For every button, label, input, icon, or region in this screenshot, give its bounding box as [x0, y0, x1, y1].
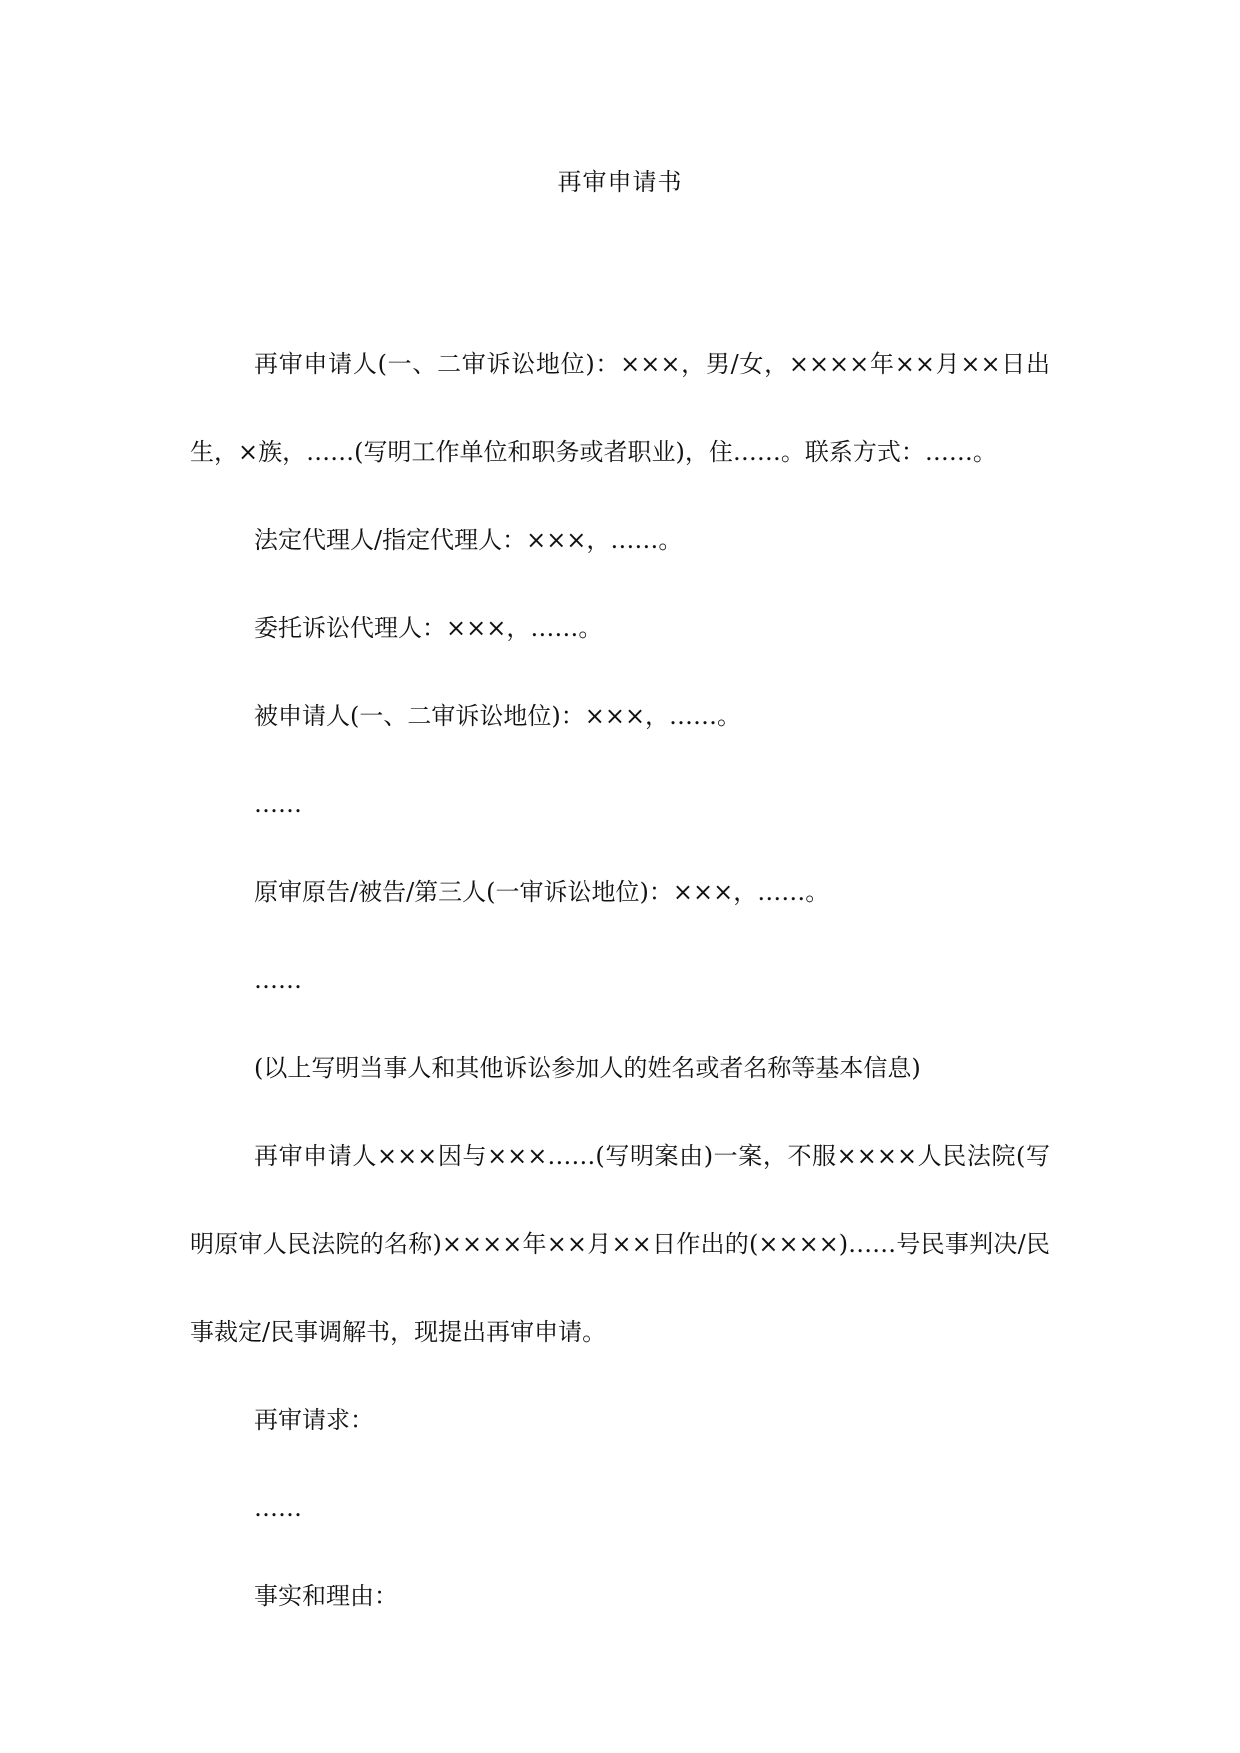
retrial-request-heading: 再审请求：: [254, 1406, 374, 1434]
party-info-note: (以上写明当事人和其他诉讼参加人的姓名或者名称等基本信息): [254, 1054, 921, 1082]
ellipsis-line-3: ……: [254, 1494, 302, 1522]
applicant-paragraph: 再审申请人(一、二审诉讼地位)：×××，男/女，××××年××月××日出生，×族，……(写明工作单位和职务或者职业)，住……。联系方式：……。: [190, 350, 1050, 466]
entrusted-agent-paragraph: 委托诉讼代理人：×××，……。: [254, 614, 603, 642]
respondent-paragraph: 被申请人(一、二审诉讼地位)：×××，……。: [254, 702, 742, 730]
ellipsis-line-1: ……: [254, 790, 302, 818]
ellipsis-line-2: ……: [254, 966, 302, 994]
facts-and-reasons-heading: 事实和理由：: [254, 1582, 398, 1610]
retrial-statement-paragraph: 再审申请人×××因与×××……(写明案由)一案，不服××××人民法院(写明原审人民法院的名称)××××年××月××日作出的(××××)……号民事判决/民事裁定/民事调解书，现提出再审申请。: [190, 1142, 1050, 1346]
legal-agent-paragraph: 法定代理人/指定代理人：×××，……。: [254, 526, 683, 554]
document-title: 再审申请书: [557, 168, 683, 196]
original-party-paragraph: 原审原告/被告/第三人(一审诉讼地位)：×××，……。: [254, 878, 830, 906]
